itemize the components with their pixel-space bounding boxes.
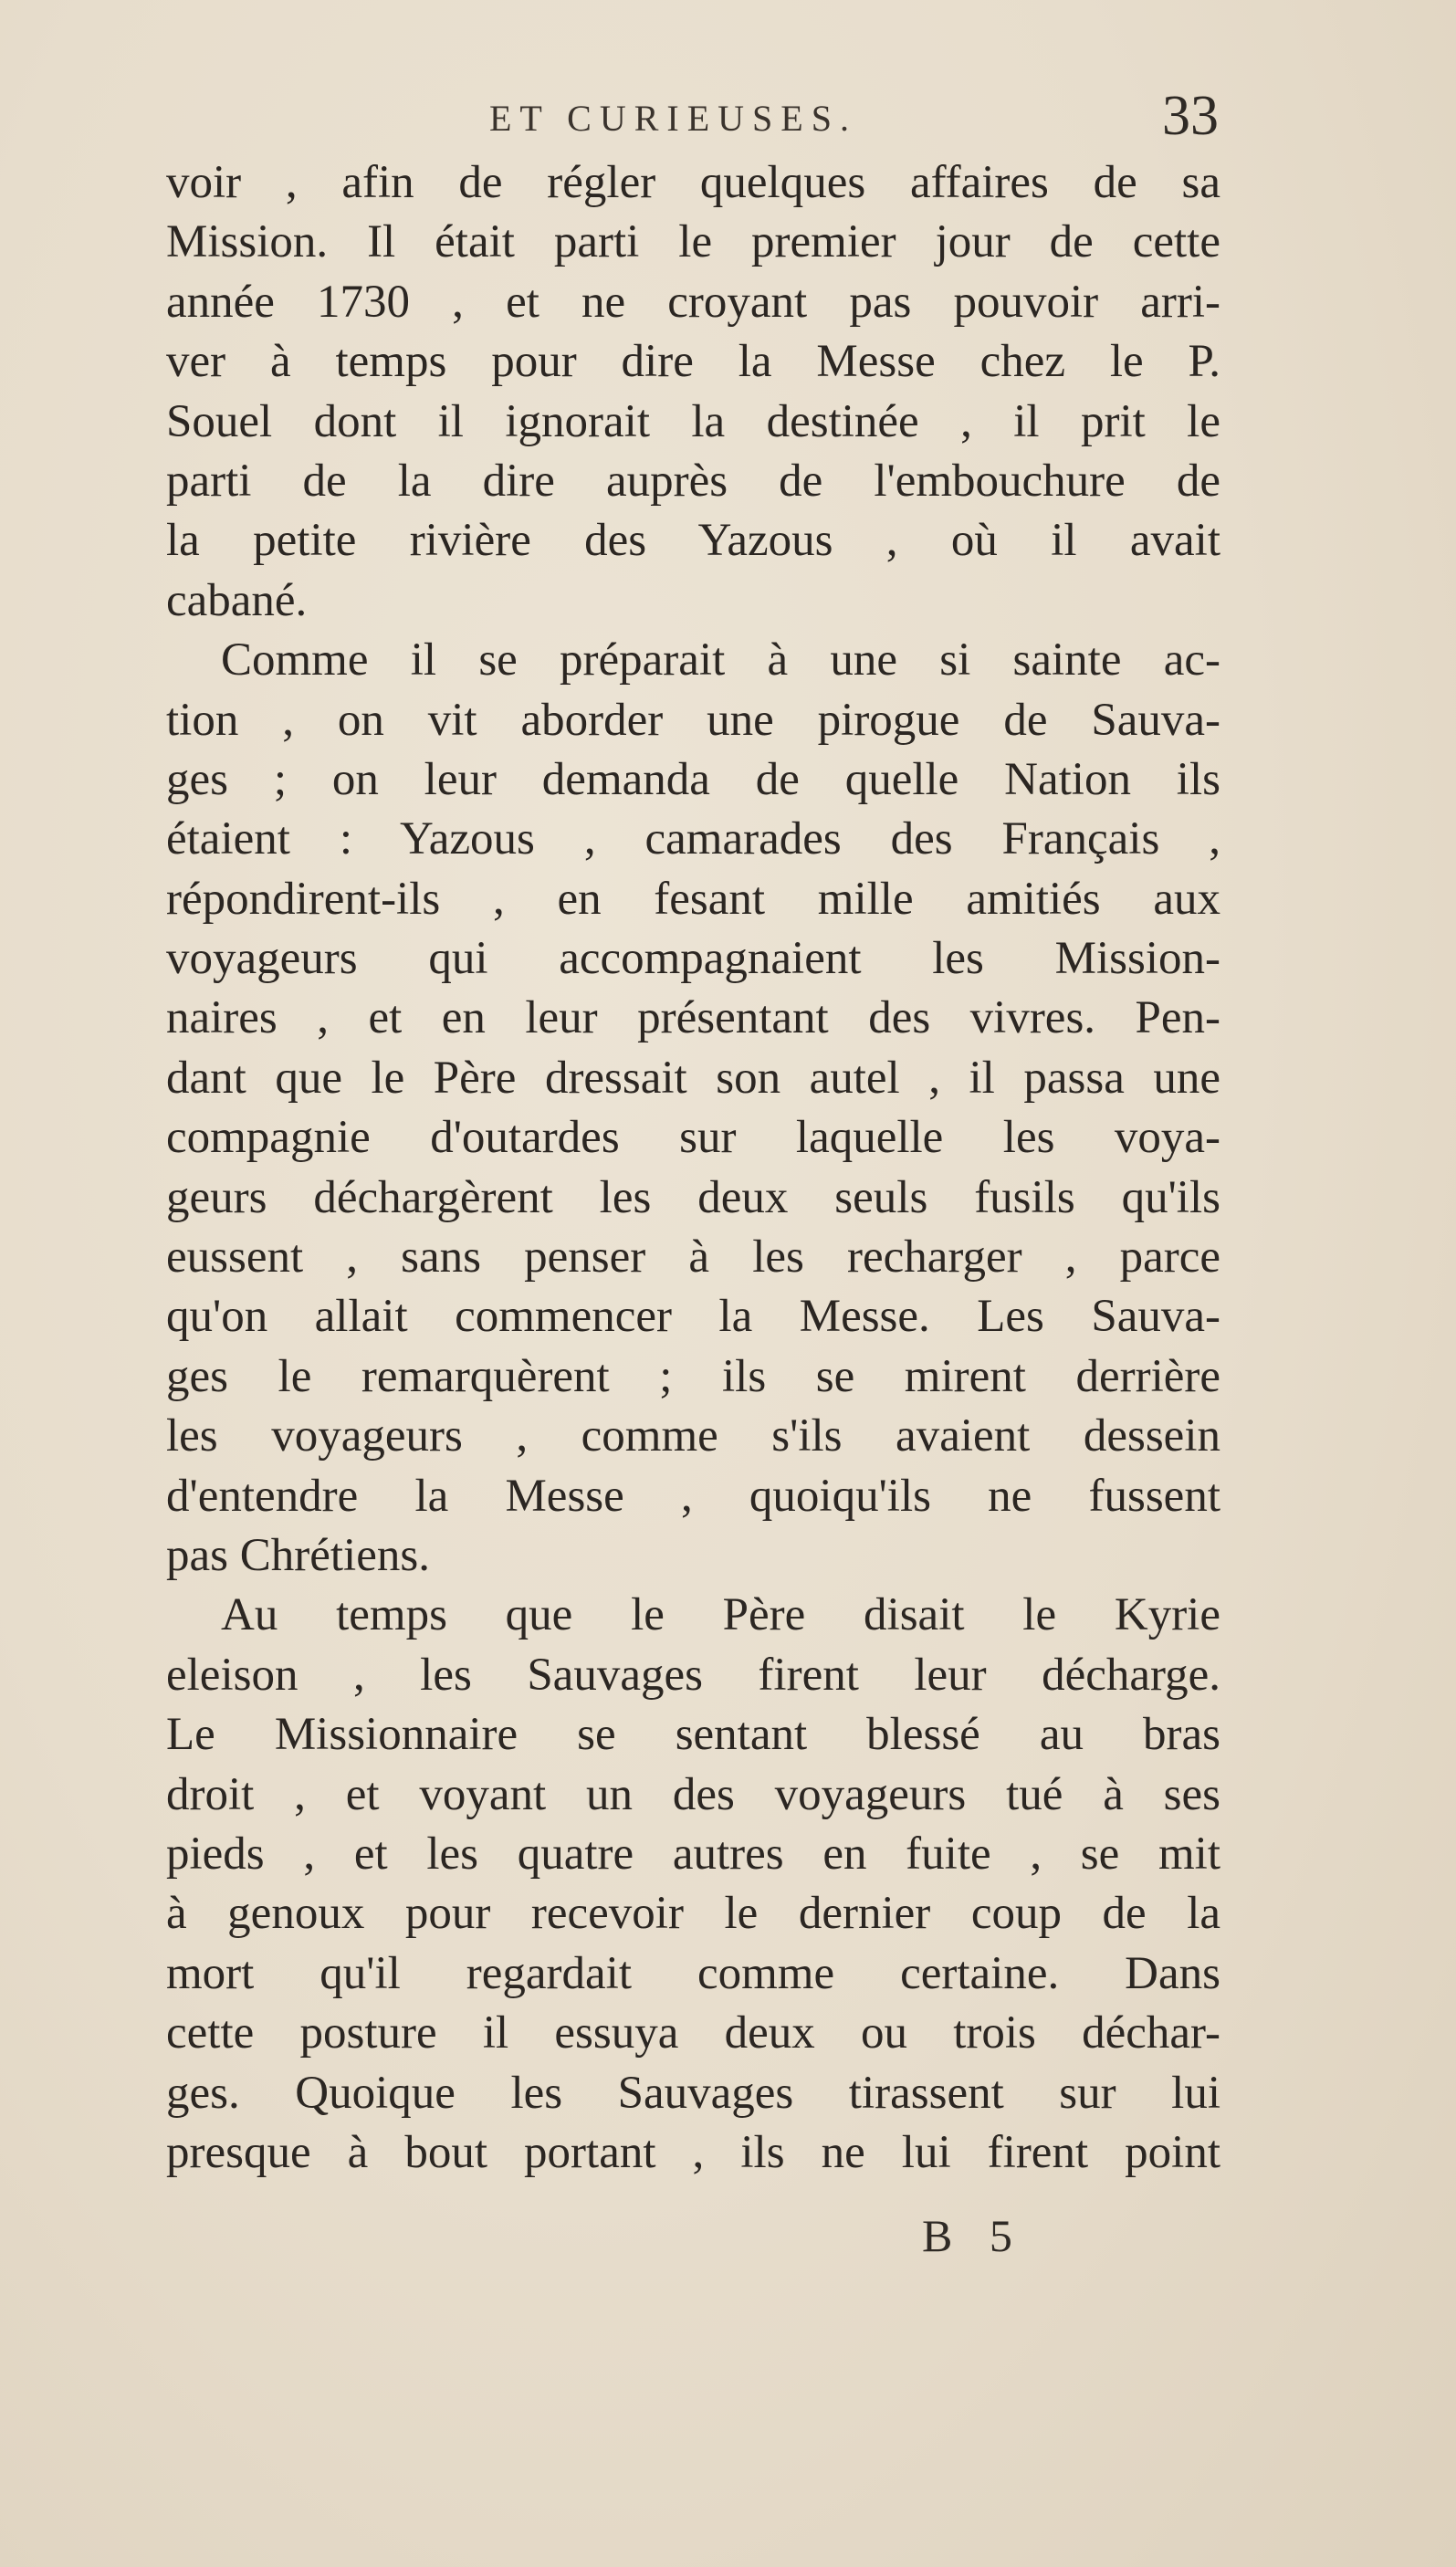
text-line: année 1730 , et ne croyant pas pouvoir arri- bbox=[166, 276, 1220, 328]
text-line: geurs déchargèrent les deux seuls fusils qu'ils bbox=[166, 1171, 1220, 1223]
body-text bbox=[166, 153, 1220, 2183]
text-line: d'entendre la Messe , quoiqu'ils ne fussent bbox=[166, 1470, 1220, 1522]
text-line: à genoux pour recevoir le dernier coup de la bbox=[166, 1888, 1220, 1940]
text-line: naires , et en leur présentant des vivres. Pen- bbox=[166, 992, 1220, 1044]
text-line: cette posture il essuya deux ou trois déchar- bbox=[166, 2007, 1220, 2059]
text-line: tion , on vit aborder une pirogue de Sauva- bbox=[166, 694, 1220, 746]
text-line: qu'on allait commencer la Messe. Les Sauva- bbox=[166, 1291, 1220, 1343]
text-line: parti de la dire auprès de l'embouchure de bbox=[166, 455, 1220, 507]
text-line: pas Chrétiens. bbox=[166, 1529, 430, 1581]
text-line: cabané. bbox=[166, 574, 308, 626]
text-line: ver à temps pour dire la Messe chez le P. bbox=[166, 336, 1220, 388]
text-line: Au temps que le Père disait le Kyrie bbox=[221, 1589, 1220, 1641]
text-line: compagnie d'outardes sur laquelle les voya- bbox=[166, 1112, 1220, 1164]
text-line: répondirent-ils , en fesant mille amitiés aux bbox=[166, 873, 1220, 925]
text-line: eussent , sans penser à les recharger , parce bbox=[166, 1231, 1220, 1284]
signature-mark: B 5 bbox=[922, 2210, 1025, 2261]
text-line: Comme il se préparait à une si sainte ac- bbox=[221, 634, 1220, 686]
page-number: 33 bbox=[1162, 85, 1219, 147]
text-line: Le Missionnaire se sentant blessé au bras bbox=[166, 1709, 1220, 1761]
text-line: presque à bout portant , ils ne lui firent point bbox=[166, 2126, 1220, 2178]
text-line: les voyageurs , comme s'ils avaient dessein bbox=[166, 1410, 1220, 1462]
text-line: Mission. Il était parti le premier jour de cette bbox=[166, 216, 1220, 268]
text-line: dant que le Père dressait son autel , il passa une bbox=[166, 1052, 1220, 1104]
text-line: voyageurs qui accompagnaient les Mission- bbox=[166, 933, 1220, 985]
text-line: étaient : Yazous , camarades des Français , bbox=[166, 813, 1220, 865]
text-line: voir , afin de régler quelques affaires de sa bbox=[166, 157, 1220, 208]
text-line: ges. Quoique les Sauvages tirassent sur lui bbox=[166, 2067, 1220, 2119]
text-line: mort qu'il regardait comme certaine. Dans bbox=[166, 1947, 1220, 1999]
text-line: droit , et voyant un des voyageurs tué à ses bbox=[166, 1768, 1220, 1820]
running-head: ET CURIEUSES. bbox=[489, 98, 857, 139]
text-line: ges ; on leur demanda de quelle Nation ils bbox=[166, 753, 1220, 805]
page-header bbox=[164, 84, 1219, 157]
text-line: la petite rivière des Yazous , où il avait bbox=[166, 515, 1220, 567]
text-line: pieds , et les quatre autres en fuite , se mit bbox=[166, 1828, 1220, 1880]
text-line: Souel dont il ignorait la destinée , il prit le bbox=[166, 395, 1220, 447]
text-line: eleison , les Sauvages firent leur décharge. bbox=[166, 1649, 1220, 1701]
text-line: ges le remarquèrent ; ils se mirent derrière bbox=[166, 1350, 1220, 1402]
